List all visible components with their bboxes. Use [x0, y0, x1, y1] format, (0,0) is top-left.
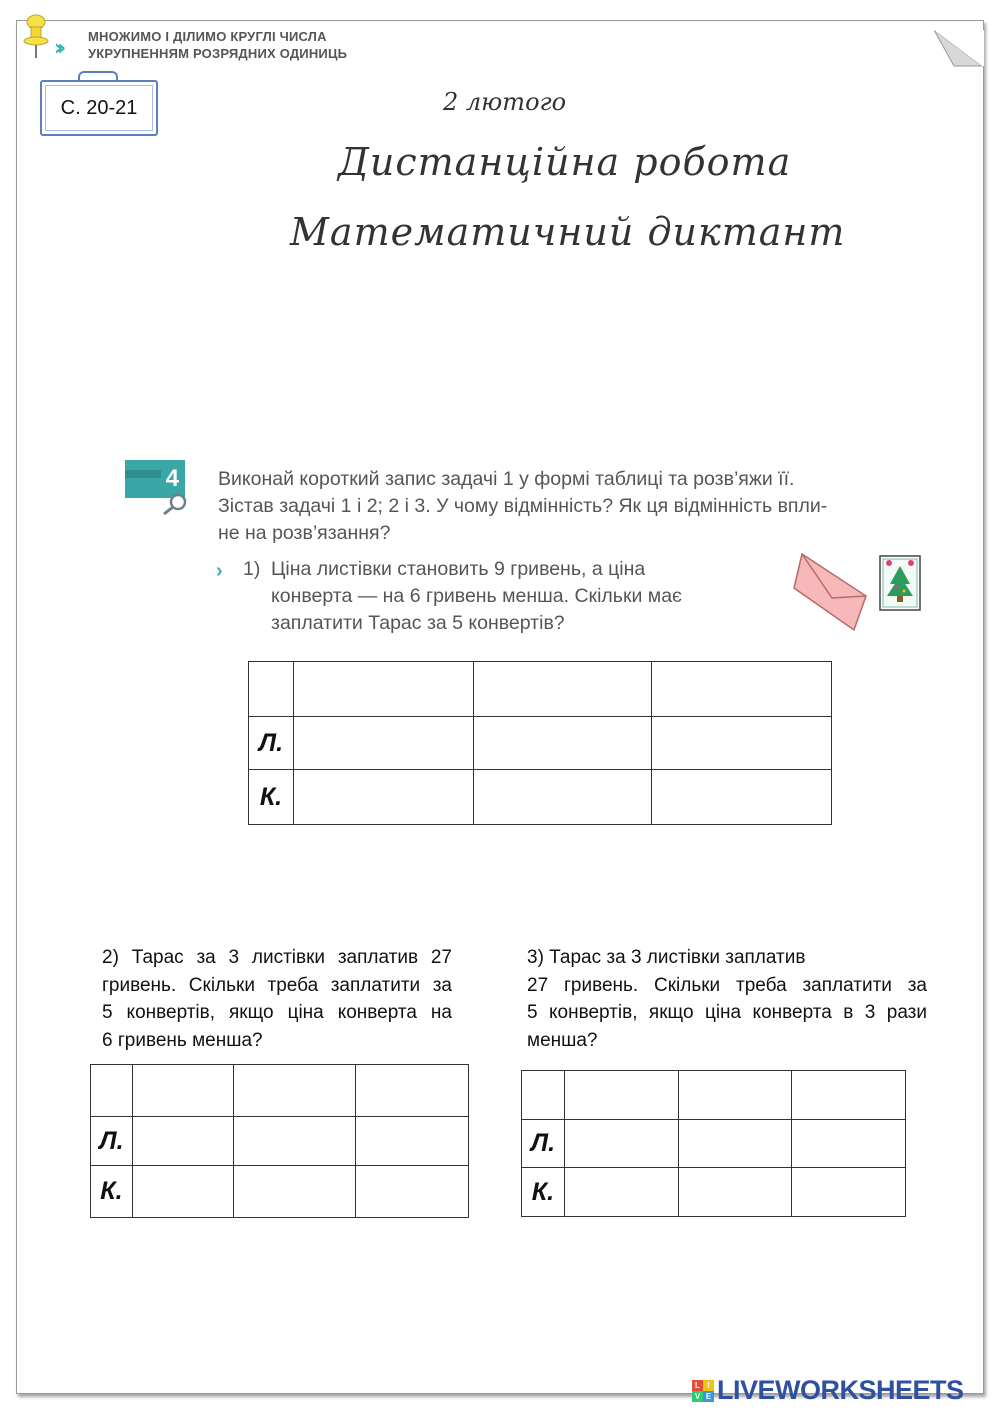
logo-letter: V	[692, 1391, 703, 1402]
table-cell[interactable]	[652, 770, 832, 825]
problem-2	[102, 944, 452, 1054]
title-math-dictation: Математичний диктант	[290, 210, 846, 254]
badge-ribbon	[125, 470, 161, 478]
topic-line-1: МНОЖИМО І ДІЛИМО КРУГЛІ ЧИСЛА	[88, 29, 327, 44]
date-handwritten: 2 лютого	[443, 88, 567, 116]
logo-letter: I	[703, 1380, 714, 1391]
table-cell[interactable]	[473, 717, 652, 770]
table-cell[interactable]	[522, 1071, 565, 1120]
table-cell[interactable]	[233, 1166, 356, 1218]
table-cell[interactable]	[792, 1120, 906, 1168]
chevron-right-icon: ›	[216, 560, 223, 582]
table-cell[interactable]	[652, 717, 832, 770]
title-distance-work: Дистанційна робота	[338, 140, 792, 184]
instruction-line: Зістав задачі 1 і 2; 2 і 3. У чому відмінність? Як ця відмінність впли-	[218, 495, 828, 517]
greeting-card-icon	[876, 554, 922, 612]
problem-1	[243, 556, 759, 637]
page-reference: С. 20-21	[60, 96, 138, 119]
envelope-icon	[792, 550, 868, 632]
problem-3-line: 27 гривень. Скільки треба заплатити за	[527, 974, 927, 996]
exercise-instruction	[218, 466, 924, 547]
instruction-line: не на розв’язання?	[218, 522, 391, 544]
table-problem-1	[248, 661, 832, 825]
problem-3-line: менша?	[527, 1029, 598, 1051]
table-cell[interactable]	[473, 662, 652, 717]
liveworksheets-brand	[692, 1375, 964, 1406]
problem-1-line: конверта — на 6 гривень менша. Скільки має	[271, 585, 683, 607]
table-cell[interactable]	[132, 1065, 233, 1117]
table-cell[interactable]	[792, 1168, 906, 1217]
problem-2-line: 5 конвертів, якщо ціна конверта на	[102, 1002, 452, 1023]
magnifier-icon	[160, 492, 190, 516]
table-cell[interactable]	[132, 1166, 233, 1218]
table-cell[interactable]	[564, 1120, 678, 1168]
double-chevron-icon: ››	[54, 36, 61, 61]
table-cell[interactable]	[792, 1071, 906, 1120]
table-cell[interactable]	[249, 662, 294, 717]
pushpin-icon	[22, 14, 50, 60]
problem-2-line: 2) Тарас за 3 листівки заплатив 27	[102, 947, 452, 968]
problem-2-line: 6 гривень менша?	[102, 1029, 263, 1051]
row-label-postcard: Л.	[91, 1117, 133, 1166]
row-label-postcard: Л.	[249, 717, 294, 770]
table-cell[interactable]	[356, 1166, 469, 1218]
table-cell[interactable]	[652, 662, 832, 717]
liveworksheets-logo-icon	[692, 1380, 714, 1402]
table-cell[interactable]	[233, 1117, 356, 1166]
table-cell[interactable]	[678, 1071, 792, 1120]
brand-wordmark: LIVEWORKSHEETS	[717, 1375, 964, 1405]
problem-2-line: гривень. Скільки треба заплатити за	[102, 974, 452, 996]
exercise-number: 4	[165, 465, 179, 492]
problem-1-number: 1)	[243, 558, 261, 580]
table-cell[interactable]	[233, 1065, 356, 1117]
page-curl	[934, 30, 984, 70]
table-cell[interactable]	[678, 1168, 792, 1217]
table-problem-3	[521, 1070, 906, 1217]
row-label-envelope: К.	[522, 1168, 565, 1217]
logo-letter: E	[703, 1391, 714, 1402]
row-label-envelope: К.	[249, 770, 294, 825]
instruction-line: Виконай короткий запис задачі 1 у формі таблиці та розв’яжи її.	[218, 468, 795, 490]
table-cell[interactable]	[293, 717, 473, 770]
table-cell[interactable]	[91, 1065, 133, 1117]
table-cell[interactable]	[293, 770, 473, 825]
table-cell[interactable]	[564, 1168, 678, 1217]
table-cell[interactable]	[473, 770, 652, 825]
problem-1-line: Ціна листівки становить 9 гривень, а ціна	[271, 558, 646, 580]
row-label-envelope: К.	[91, 1166, 133, 1218]
page-reference-box	[40, 80, 158, 136]
table-cell[interactable]	[132, 1117, 233, 1166]
problem-1-line: заплатити Тарас за 5 конвертів?	[271, 612, 565, 634]
row-label-postcard: Л.	[522, 1120, 565, 1168]
problem-3	[527, 944, 927, 1054]
table-cell[interactable]	[356, 1065, 469, 1117]
table-cell[interactable]	[564, 1071, 678, 1120]
problem-3-line: 5 конвертів, якщо ціна конверта в 3 рази	[527, 1002, 927, 1023]
table-cell[interactable]	[356, 1117, 469, 1166]
topic-heading	[88, 28, 347, 62]
table-cell[interactable]	[678, 1120, 792, 1168]
table-problem-2	[90, 1064, 469, 1218]
topic-line-2: УКРУПНЕННЯМ РОЗРЯДНИХ ОДИНИЦЬ	[88, 46, 348, 61]
logo-letter: L	[692, 1380, 703, 1391]
problem-3-line: 3) Тарас за 3 листівки заплатив	[527, 947, 806, 968]
table-cell[interactable]	[293, 662, 473, 717]
